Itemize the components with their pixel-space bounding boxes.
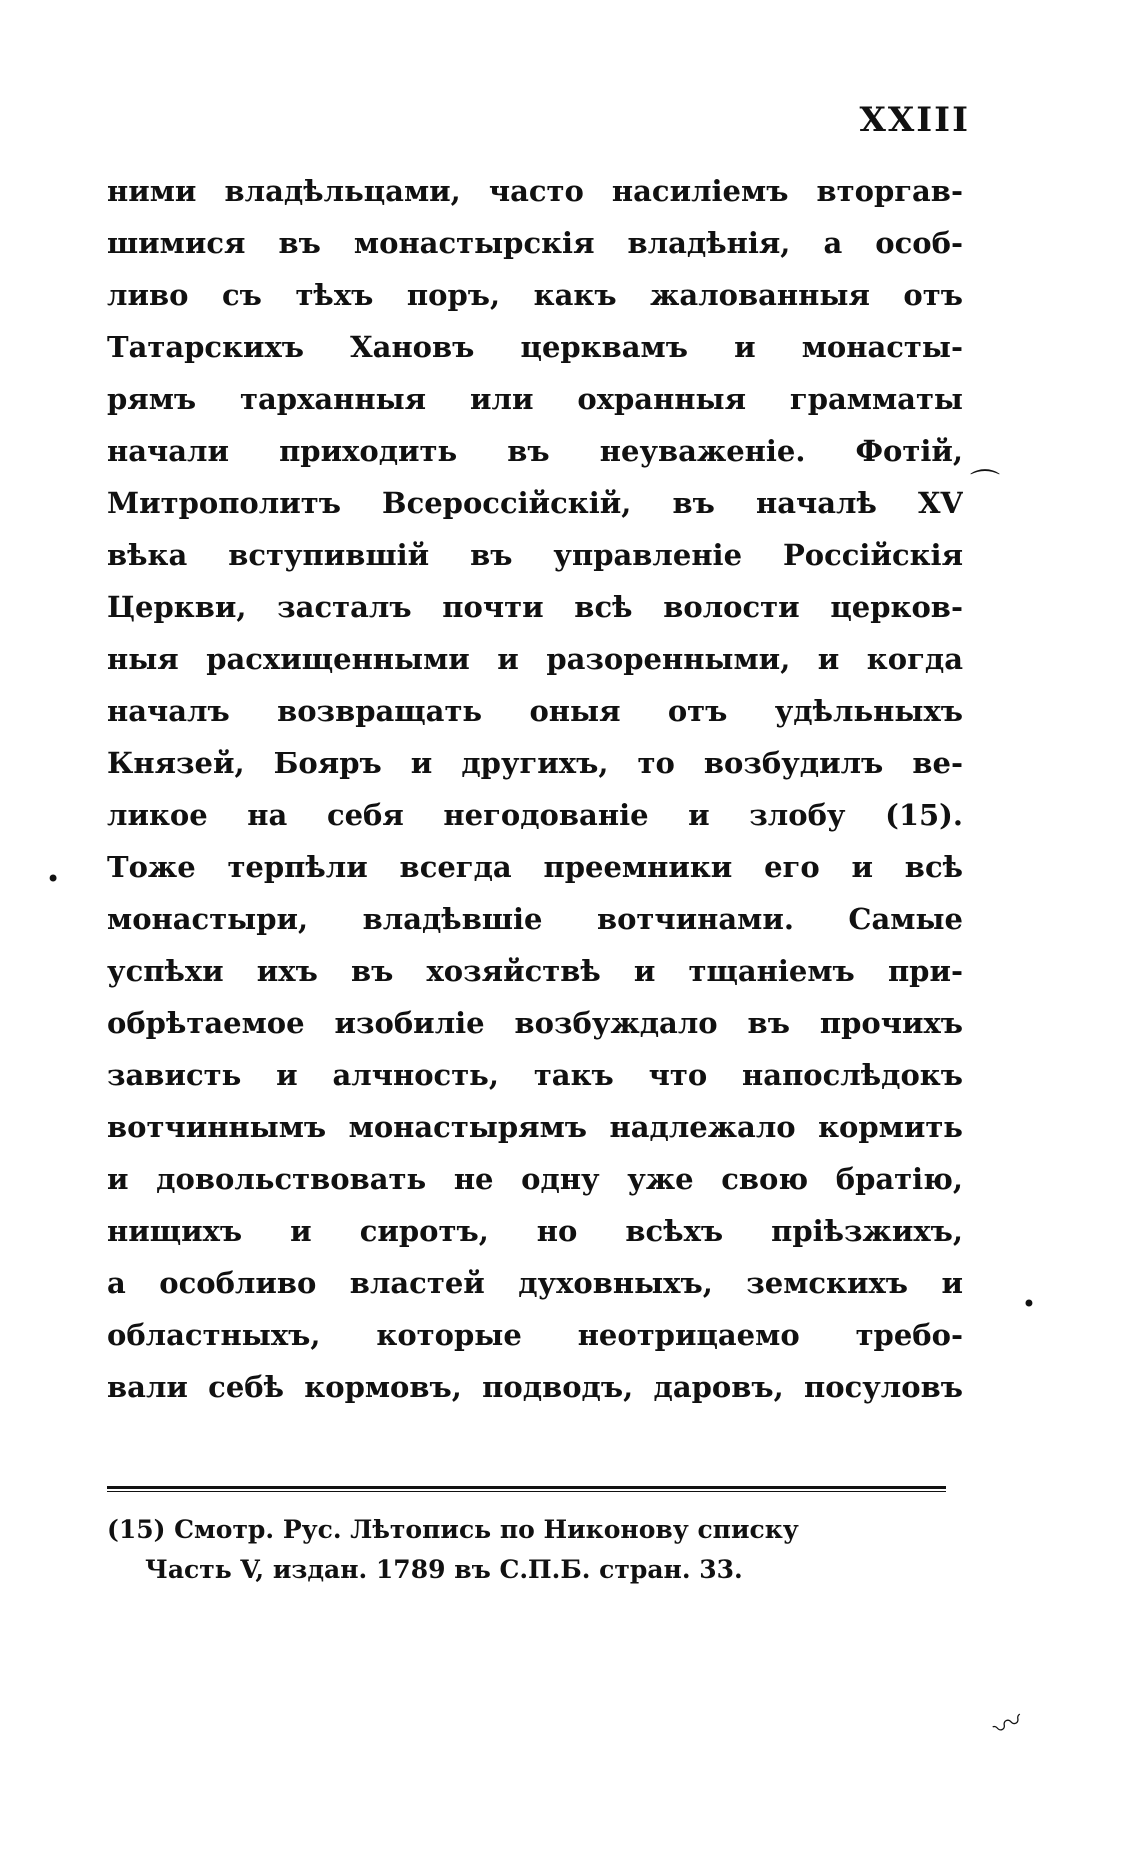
text-line: Тоже терпѣли всегда преемники его и всѣ — [107, 850, 963, 884]
text-line: обрѣтаемое изобиліе возбуждало въ прочихъ — [107, 1006, 963, 1040]
text-line: Митрополитъ Всероссійскій, въ началѣ XV — [107, 486, 963, 520]
text-line: вали себѣ кормовъ, подводъ, даровъ, посуловъ — [107, 1370, 963, 1404]
text-line: шимися въ монастырскія владѣнія, а особ- — [107, 226, 963, 260]
body-text — [107, 165, 963, 1413]
text-line: начали приходить въ неуваженіе. Фотій, — [107, 434, 963, 468]
footnote — [107, 1510, 963, 1590]
text-line: ливо съ тѣхъ поръ, какъ жалованныя отъ — [107, 278, 963, 312]
page-number: XXIII — [859, 100, 970, 140]
quill-scribble-mark: 〰 — [987, 1702, 1030, 1748]
text-line: зависть и алчность, такъ что напослѣдокъ — [107, 1058, 963, 1092]
text-line: рямъ тарханныя или охранныя грамматы — [107, 382, 963, 416]
margin-dot-mark: • — [46, 865, 61, 893]
text-line: ними владѣльцами, часто насиліемъ вторгав- — [107, 174, 963, 208]
footnote-line: Часть V, издан. 1789 въ С.П.Б. стран. 33. — [145, 1555, 743, 1584]
text-line: а особливо властей духовныхъ, земскихъ и — [107, 1266, 963, 1300]
margin-caret-mark: ⌒ — [970, 468, 1000, 503]
text-line: Татарскихъ Хановъ церквамъ и монасты- — [107, 330, 963, 364]
text-line: ныя расхищенными и разоренными, и когда — [107, 642, 963, 676]
text-line: Церкви, засталъ почти всѣ волости церков- — [107, 590, 963, 624]
text-line: вотчиннымъ монастырямъ надлежало кормить — [107, 1110, 963, 1144]
text-line: ликое на себя негодованіе и злобу (15). — [107, 798, 963, 832]
footnote-divider — [107, 1486, 946, 1489]
text-line: началъ возвращать оныя отъ удѣльныхъ — [107, 694, 963, 728]
footnote-divider-thin — [107, 1491, 946, 1492]
text-line: Князей, Бояръ и другихъ, то возбудилъ ве- — [107, 746, 963, 780]
text-line: успѣхи ихъ въ хозяйствѣ и тщаніемъ при- — [107, 954, 963, 988]
text-line: монастыри, владѣвшіе вотчинами. Самые — [107, 902, 963, 936]
text-line: областныхъ, которые неотрицаемо требо- — [107, 1318, 963, 1352]
footnote-line: (15) Смотр. Рус. Лѣтопись по Никонову списку — [107, 1515, 799, 1544]
text-line: и довольствовать не одну уже свою братію, — [107, 1162, 963, 1196]
text-line: нищихъ и сиротъ, но всѣхъ пріѣзжихъ, — [107, 1214, 963, 1248]
margin-dot-mark: • — [1021, 1290, 1036, 1318]
text-line: вѣка вступившій въ управленіе Россійскія — [107, 538, 963, 572]
